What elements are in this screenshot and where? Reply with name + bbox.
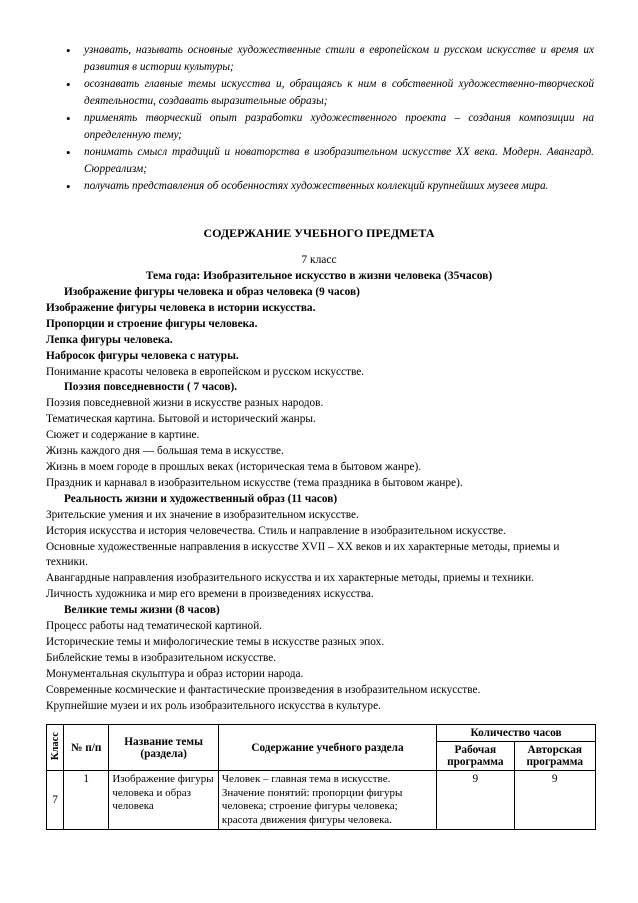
list-item: • осознавать главные темы искусства и, обращаясь к ним в собственной художественно-творческой деятельности, создавать выразительные образы; (66, 76, 594, 110)
cell-grade: 7 (47, 771, 64, 830)
content-line: Поэзия повседневной жизни в искусстве разных народов. (46, 397, 324, 410)
content-line: Зрительские умения и их значение в изобразительном искусстве. (46, 508, 359, 521)
table-header-row (47, 725, 596, 742)
section-title: Реальность жизни и художественный образ (11 часов) (64, 492, 338, 505)
content-line: Лепка фигуры человека. (46, 333, 173, 346)
outcomes-list (66, 42, 594, 195)
content-line: История искусства и история человечества. Стиль и направление в изобразительном искусстве. (46, 524, 506, 537)
course-content (46, 285, 594, 714)
list-item: • узнавать, называть основные художественные стили в европейском и русском искусстве и время их развития в истории культуры; (66, 42, 594, 76)
header-hours: Количество часов (437, 725, 596, 742)
plan-table (46, 724, 596, 830)
content-line: Основные художественные направления в искусстве XVII – XX веков и их характерные методы, приемы и техники. (46, 540, 560, 569)
content-line: Жизнь каждого дня — большая тема в искусстве. (46, 445, 284, 458)
header-num: № п/п (64, 725, 109, 771)
section-title: Великие темы жизни (8 часов) (64, 604, 220, 617)
content-line: Тематическая картина. Бытовой и исторический жанры. (46, 413, 316, 426)
content-line: Авангардные направления изобразительного искусства и их характерные методы, приемы и техники. (46, 572, 534, 585)
header-work: Рабочая программа (437, 742, 514, 771)
cell-content: Человек – главная тема в искусстве. Значение понятий: пропорции фигуры человека; строение фигуры человека; красота движения фигуры человека. (218, 771, 436, 830)
content-line: Понимание красоты человека в европейском и русском искусстве. (46, 365, 365, 378)
header-topic: Название темы (раздела) (109, 725, 219, 771)
content-line: Изображение фигуры человека в истории искусства. (46, 301, 316, 314)
header-grade: Класс (47, 725, 64, 771)
cell-topic: Изображение фигуры человека и образ человека (109, 771, 219, 830)
header-content: Содержание учебного раздела (218, 725, 436, 771)
list-item: • понимать смысл традиций и новаторства в изобразительном искусстве XX века. Модерн. Авангард. Сюрреализм; (66, 144, 594, 178)
section-title: Изображение фигуры человека и образ человека (9 часов) (64, 286, 360, 298)
content-line: Процесс работы над тематической картиной. (46, 620, 263, 633)
list-item: • получать представления об особенностях художественных коллекций крупнейших музеев мира. (66, 178, 594, 195)
list-item: • применять творческий опыт разработки художественного проекта – создания композиции на определенную тему; (66, 110, 594, 144)
content-line: Личность художника и мир его времени в произведениях искусства. (46, 588, 374, 601)
section-heading: СОДЕРЖАНИЕ УЧЕБНОГО ПРЕДМЕТА (203, 226, 435, 240)
cell-num: 1 (64, 771, 109, 830)
content-line: Набросок фигуры человека с натуры. (46, 349, 239, 362)
cell-work: 9 (437, 771, 514, 830)
content-line: Сюжет и содержание в картине. (46, 429, 200, 442)
content-line: Крупнейшие музеи и их роль изобразительного искусства в культуре. (46, 699, 381, 712)
content-line: Праздник и карнавал в изобразительном искусстве (тема праздника в бытовом жанре). (46, 476, 463, 489)
table-row (47, 771, 596, 830)
content-line: Исторические темы и мифологические темы в искусстве разных эпох. (46, 635, 385, 648)
cell-author: 9 (514, 771, 595, 830)
year-theme: Тема года: Изобразительное искусство в жизни человека (35часов) (145, 270, 493, 282)
content-line: Современные космические и фантастические произведения в изобразительном искусстве. (46, 683, 481, 696)
content-line: Библейские темы в изобразительном искусстве. (46, 651, 277, 664)
grade-label: 7 класс (301, 254, 337, 266)
content-line: Монументальная скульптура и образ истории народа. (46, 667, 304, 680)
section-title: Поэзия повседневности ( 7 часов). (64, 381, 238, 394)
content-line: Жизнь в моем городе в прошлых веках (историческая тема в бытовом жанре). (46, 460, 422, 473)
content-line: Пропорции и строение фигуры человека. (46, 317, 258, 330)
header-author: Авторская программа (514, 742, 595, 771)
